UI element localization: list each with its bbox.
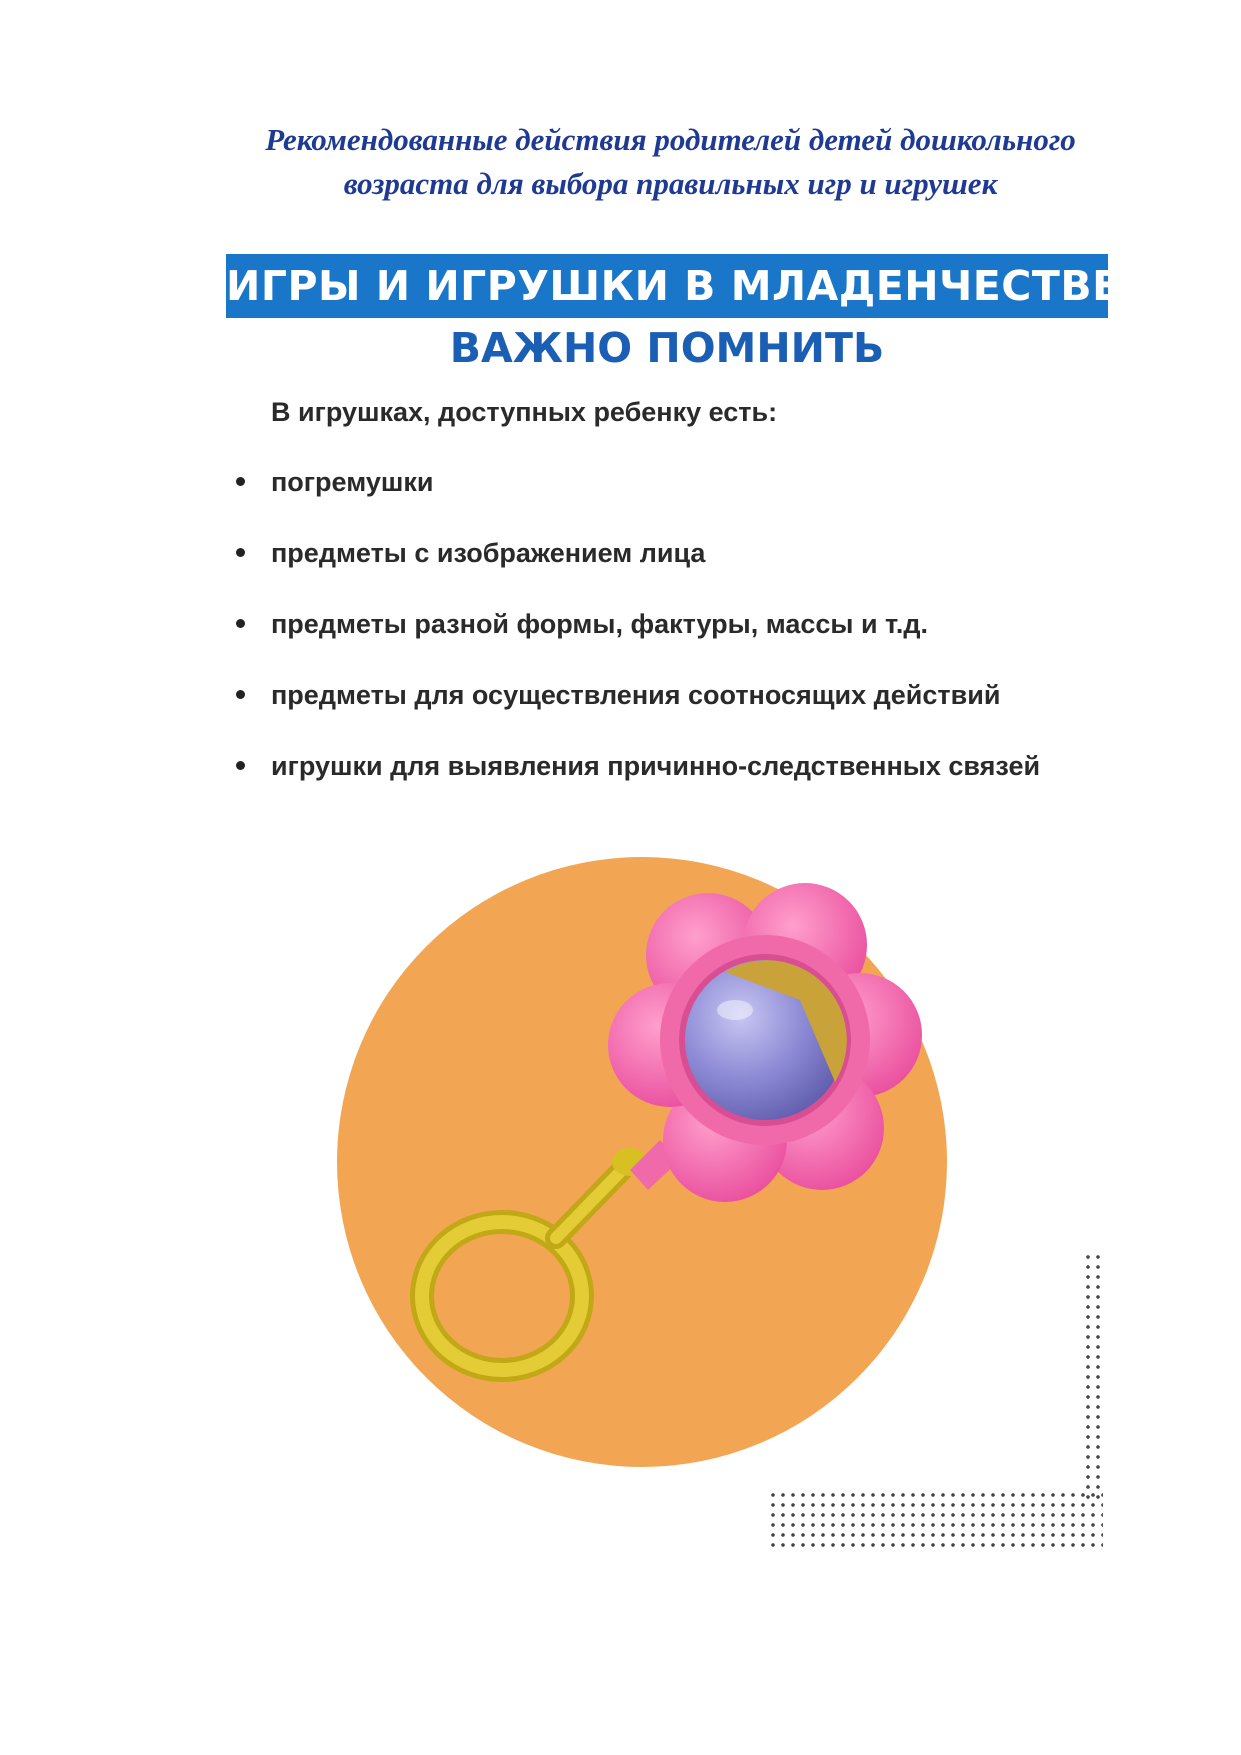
document-title-line-1: Рекомендованные действия родителей детей дошкольного [265,122,1076,157]
list-intro: В игрушках, доступных ребенку есть: [271,397,778,427]
list-item [232,462,1040,533]
document-title-line-2: возраста для выбора правильных игр и игрушек [343,166,998,201]
list-item-label: предметы с изображением лица [271,538,706,568]
list-item-label: предметы для осуществления соотносящих действий [271,680,1001,710]
section-banner: ИГРЫ И ИГРУШКИ В МЛАДЕНЧЕСТВЕ [226,254,1108,318]
bullet-icon [236,690,245,699]
list-item [232,675,1040,746]
list-item-label: погремушки [271,467,434,497]
list-item-label: игрушки для выявления причинно-следственных связей [271,751,1041,781]
bullet-icon [236,619,245,628]
document-title [150,118,1191,206]
bullet-icon [236,761,245,770]
list-item [232,533,1040,604]
rattle-toy-icon [330,850,950,1470]
bullet-icon [236,477,245,486]
list-item-label: предметы разной формы, фактуры, массы и т.д. [271,609,929,639]
decorative-dots-vertical [1083,1252,1103,1502]
section-subheading: ВАЖНО ПОМНИТЬ [449,324,885,372]
decorative-dots-horizontal [768,1490,1103,1550]
list-item [232,746,1040,817]
toy-list [232,462,1040,817]
bullet-icon [236,548,245,557]
list-item [232,604,1040,675]
